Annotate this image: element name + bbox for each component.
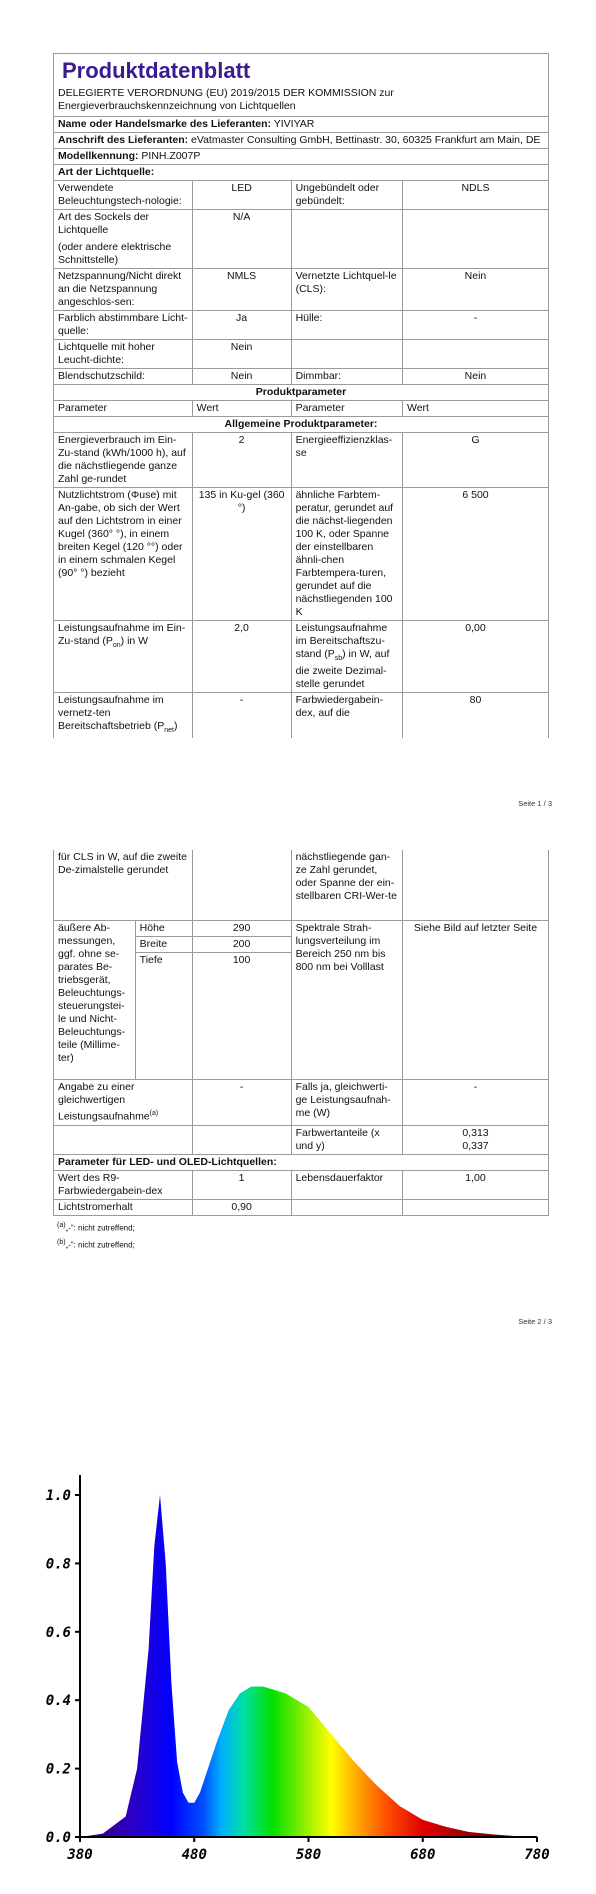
dims-label: äußere Ab-messungen, ggf. ohne se-parates Be-triebsgerät, Beleuchtungs-steuerungstei-le und Nicht-Beleuchtungs-teile (Millime-ter): [54, 921, 136, 1080]
tunable-label: Farblich abstimmbare Licht-quelle:: [54, 311, 193, 340]
flux-label: Nutzlichtstrom (Φuse) mit An-gabe, ob sich der Wert auf den Lichtstrom in einer Kugel (360° °), in einem breiten Kegel (120 °°) oder in einem schmalen Kegel (90° °) bezieht: [54, 488, 193, 621]
equiv-label: Angabe zu einer gleichwertigen Leistungsaufnahme$^{(a)}$: [54, 1080, 193, 1126]
equiv2-value: -: [402, 1080, 548, 1126]
psb-value: 0,00: [402, 621, 548, 693]
product-datasheet-table-1: [53, 53, 549, 738]
highlum-value: Nein: [192, 340, 291, 369]
bundled-value: NDLS: [402, 181, 548, 210]
maint-label: Lichtstromerhalt: [54, 1199, 193, 1215]
light-source-type-heading: Art der Lichtquelle:: [54, 165, 549, 181]
supplier-name-label: Name oder Handelsmarke des Lieferanten:: [58, 118, 271, 130]
socket-label-2: (oder andere elektrische Schnittstelle): [58, 241, 172, 266]
x-tick-label: 580: [295, 1847, 322, 1863]
highlum-label: Lichtquelle mit hoher Leucht-dichte:: [54, 340, 193, 369]
pnet-label-cont: für CLS in W, auf die zweite De-zimalstelle gerundet: [54, 850, 193, 921]
equiv-value: -: [192, 1080, 291, 1126]
supplier-address: eVatmaster Consulting GmbH, Bettinastr. 30, 60325 Frankfurt am Main, DE: [191, 134, 541, 146]
maint-value: 0,90: [192, 1199, 291, 1215]
mains-value: NMLS: [192, 269, 291, 311]
mains-label: Netzspannung/Nicht direkt an die Netzspannung angeschlos-sen:: [54, 269, 193, 311]
y-tick-label: 0.8: [45, 1556, 71, 1573]
dimmable-value: Nein: [402, 369, 548, 385]
width-label: Breite: [135, 937, 192, 953]
height-value: 290: [192, 921, 291, 937]
envelope-label: Hülle:: [291, 311, 402, 340]
x-tick-label: 680: [410, 1847, 436, 1863]
glare-value: Nein: [192, 369, 291, 385]
supplier-name: YIVIYAR: [273, 118, 315, 130]
y-tick-label: 1.0: [45, 1488, 71, 1504]
y-tick-label: 0.2: [45, 1761, 71, 1778]
product-datasheet-table-2: [53, 850, 549, 1216]
x-tick-label: 380: [67, 1847, 93, 1863]
bundled-label: Ungebündelt oder gebündelt:: [291, 181, 402, 210]
height-label: Höhe: [135, 921, 192, 937]
tech-label: Verwendete Beleuchtungstech-nologie:: [54, 181, 193, 210]
product-params-heading: Produktparameter: [54, 385, 549, 401]
y-tick-label: 0.6: [45, 1624, 71, 1641]
energy-value: 2: [192, 433, 291, 488]
page-2: [0, 850, 596, 1326]
energy-label: Energieverbrauch im Ein-Zu-stand (kWh/1000 h), auf die nächstliegende ganze Zahl ge-rundet: [54, 433, 193, 488]
cri-label: Farbwiedergabein-dex, auf die: [291, 693, 402, 739]
x-tick-label: 480: [181, 1847, 207, 1863]
y-tick-label: 0.0: [45, 1830, 71, 1846]
eclass-label: Energieeffizienzklas-se: [291, 433, 402, 488]
model-label: Modellkennung:: [58, 150, 139, 162]
footnote-a: $^{(a)}$„-“: nicht zutreffend;: [57, 1221, 135, 1233]
cls-value: Nein: [402, 269, 548, 311]
spd-label: Spektrale Strah-lungsverteilung im Bereich 250 nm bis 800 nm bei Volllast: [291, 921, 402, 1080]
spectral-distribution-chart: [0, 1375, 596, 1889]
footnote-b: $^{(b)}$„-“: nicht zutreffend;: [57, 1239, 135, 1250]
page-3: [0, 1375, 596, 1889]
pon-value: 2,0: [192, 621, 291, 693]
regulation-text: DELEGIERTE VERORDNUNG (EU) 2019/2015 DER KOMMISSION zur Energieverbrauchskennzeichnung von Lichtquellen: [58, 87, 394, 112]
dimmable-label: Dimmbar:: [291, 369, 402, 385]
equiv2-label: Falls ja, gleichwerti-ge Leistungsaufnah-me (W): [291, 1080, 402, 1126]
supplier-address-label: Anschrift des Lieferanten:: [58, 134, 189, 146]
page-number-1: Seite 1 / 3: [518, 799, 552, 808]
width-value: 200: [192, 937, 291, 953]
spectrum-area: [80, 1495, 537, 1837]
cct-value: 6 500: [402, 488, 548, 621]
socket-value: N/A: [192, 210, 291, 269]
col-value-1: Wert: [192, 401, 291, 417]
spd-value: Siehe Bild auf letzter Seite: [402, 921, 548, 1080]
cri-label-cont: nächstliegende gan-ze Zahl gerundet, oder Spanne der ein-stellbaren CRI-Wer-te: [291, 850, 402, 921]
col-param-1: Parameter: [54, 401, 193, 417]
glare-label: Blendschutzschild:: [54, 369, 193, 385]
general-params-heading: Allgemeine Produktparameter:: [54, 417, 549, 433]
depth-value: 100: [192, 953, 291, 1080]
life-label: Lebensdauerfaktor: [291, 1170, 402, 1199]
flux-value: 135 in Ku-gel (360 °): [192, 488, 291, 621]
cct-label: ähnliche Farbtem-peratur, gerundet auf die nächst-liegenden 100 K, oder Spanne der einstellbaren ähnli-chen Farbtempera-turen, gerundet auf die nächstliegenden 100 K: [291, 488, 402, 621]
y-tick-label: 0.4: [45, 1693, 71, 1710]
psb-label: Leistungsaufnahme im Bereitschaftszu-stand $(P_{sb})$ in W, auf die zweite Dezimal-stelle gerundet: [291, 621, 402, 693]
chroma-label: Farbwertanteile (x und y): [291, 1125, 402, 1154]
tech-value: LED: [192, 181, 291, 210]
col-value-2: Wert: [402, 401, 548, 417]
r9-value: 1: [192, 1170, 291, 1199]
pnet-value: -: [192, 693, 291, 739]
page-1: [0, 53, 596, 808]
socket-label: Art des Sockels der Lichtquelle: [58, 211, 150, 236]
chroma-value: 0,313 0,337: [402, 1125, 548, 1154]
pnet-label: Leistungsaufnahme im vernetz-ten Bereitschaftsbetrieb $(P_{net})$: [54, 693, 193, 739]
eclass-value: G: [402, 433, 548, 488]
life-value: 1,00: [402, 1170, 548, 1199]
tunable-value: Ja: [192, 311, 291, 340]
page-number-2: Seite 2 / 3: [518, 1317, 552, 1326]
col-param-2: Parameter: [291, 401, 402, 417]
led-params-heading: Parameter für LED- und OLED-Lichtquellen:: [54, 1154, 549, 1170]
model-id: PINH.Z007P: [141, 150, 201, 162]
envelope-value: -: [402, 311, 548, 340]
cri-value: 80: [402, 693, 548, 739]
depth-label: Tiefe: [135, 953, 192, 1080]
pon-label: Leistungsaufnahme im Ein-Zu-stand $(P_{on})$ in W: [54, 621, 193, 693]
x-tick-label: 780: [524, 1847, 550, 1863]
page-title: Produktdatenblatt: [62, 58, 251, 83]
r9-label: Wert des R9-Farbwiedergabein-dex: [54, 1170, 193, 1199]
cls-label: Vernetzte Lichtquel-le (CLS):: [291, 269, 402, 311]
